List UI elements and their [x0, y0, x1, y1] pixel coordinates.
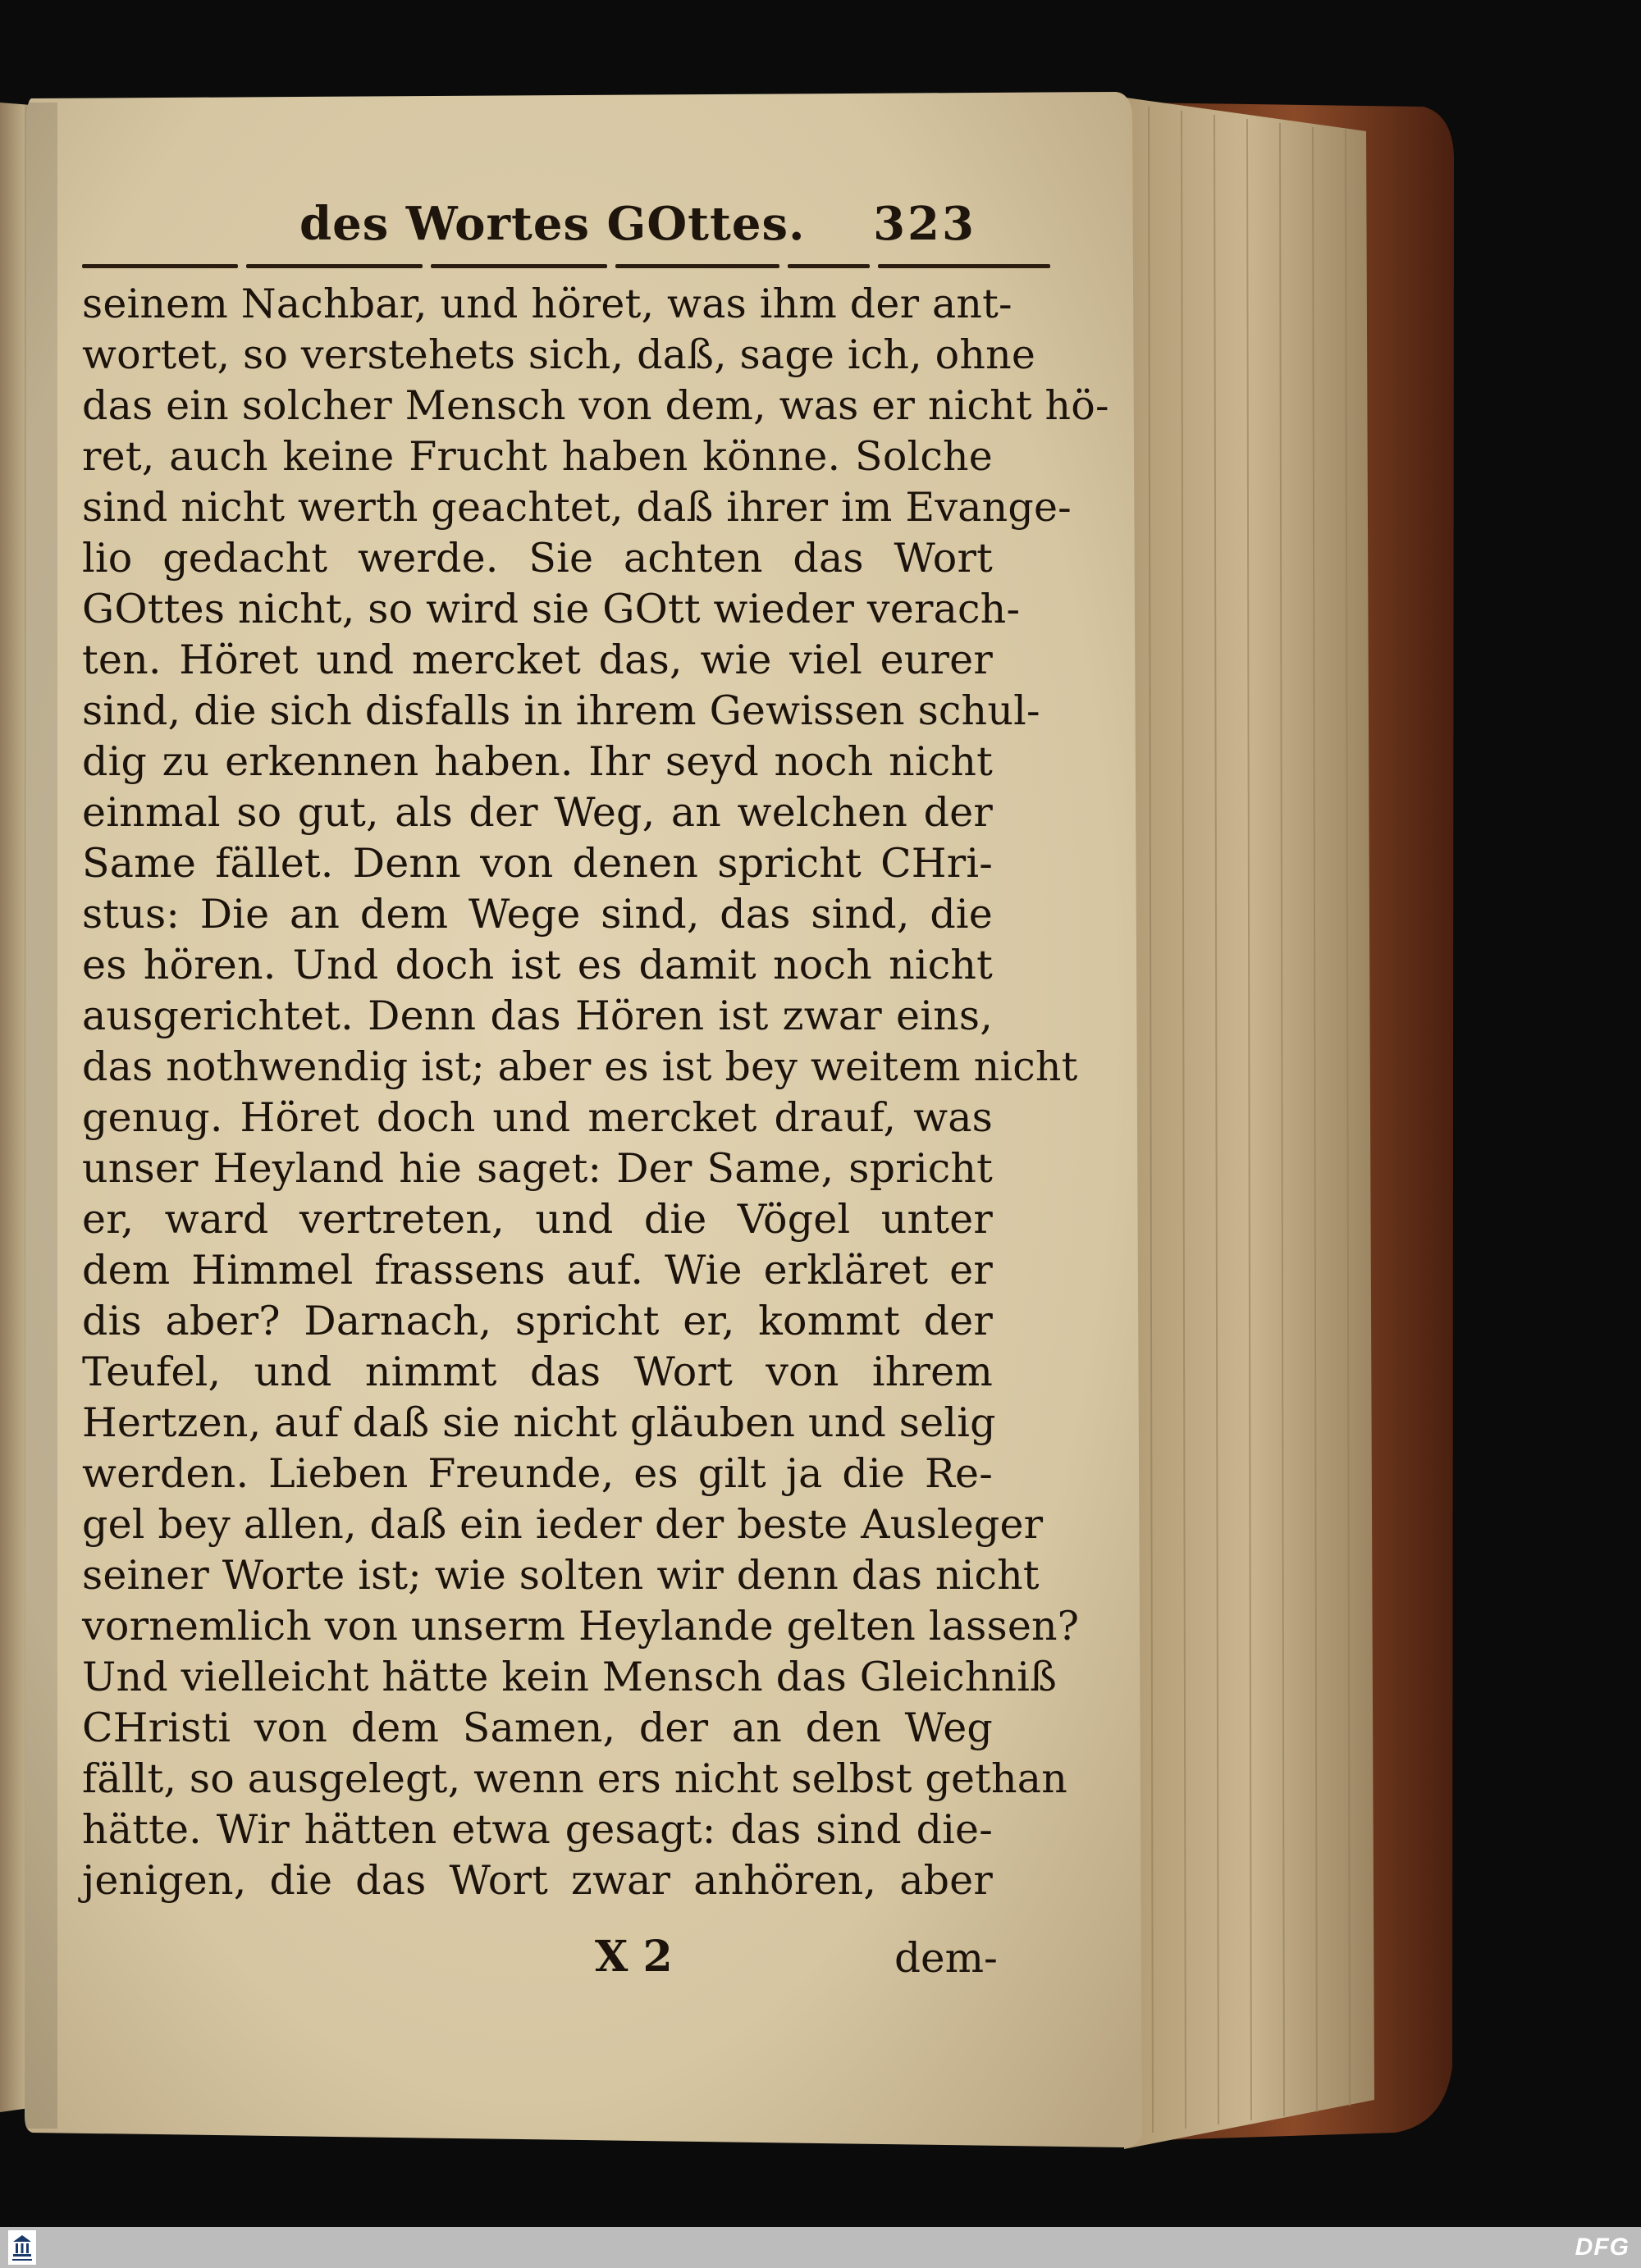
- text-line: werden. Lieben Freunde, es gilt ja die Re-: [82, 1450, 993, 1497]
- text-line: sind nicht werth geachtet, daß ihrer im Evange-: [82, 484, 1072, 531]
- text-line: dem Himmel frassens auf. Wie erkläret er: [82, 1247, 993, 1294]
- text-line: gel bey allen, daß ein ieder der beste Ausleger: [82, 1501, 1044, 1548]
- text-line: seiner Worte ist; wie solten wir denn das nicht: [82, 1552, 1040, 1599]
- text-line: ret, auch keine Frucht haben könne. Solche: [82, 433, 993, 480]
- text-line: vornemlich von unserm Heylande gelten lassen?: [82, 1603, 1080, 1650]
- text-line: genug. Höret doch und mercket drauf, was: [82, 1094, 993, 1141]
- page-number: 323: [873, 197, 976, 251]
- text-line: Same fället. Denn von denen spricht CHri-: [82, 840, 993, 887]
- text-line: fällt, so ausgelegt, wenn ers nicht selbst gethan: [82, 1755, 1067, 1802]
- text-line: stus: Die an dem Wege sind, das sind, die: [82, 891, 993, 938]
- running-head-title: des Wortes GOttes.: [299, 197, 806, 251]
- text-line: ten. Höret und mercket das, wie viel eurer: [82, 637, 993, 683]
- text-line: ausgerichtet. Denn das Hören ist zwar eins,: [82, 993, 993, 1039]
- text-line: Teufel, und nimmt das Wort von ihrem: [82, 1348, 993, 1395]
- text-line: das ein solcher Mensch von dem, was er nicht hö-: [82, 382, 1109, 429]
- running-head: [217, 189, 976, 262]
- catchword: dem-: [894, 1934, 998, 1982]
- text-line: unser Heyland hie saget: Der Same, spricht: [82, 1145, 993, 1192]
- dfg-label: DFG: [1575, 2234, 1630, 2261]
- text-line: jenigen, die das Wort zwar anhören, aber: [82, 1857, 993, 1904]
- head-rule: [82, 264, 968, 271]
- text-line: er, ward vertreten, und die Vögel unter: [82, 1196, 993, 1243]
- text-line: dig zu erkennen haben. Ihr seyd noch nicht: [82, 738, 993, 785]
- footer-bar: [0, 2227, 1641, 2268]
- text-line: dis aber? Darnach, spricht er, kommt der: [82, 1298, 993, 1344]
- text-line: das nothwendig ist; aber es ist bey weitem nicht: [82, 1043, 1078, 1090]
- signature-mark: X 2: [595, 1932, 673, 1982]
- text-line: Und vielleicht hätte kein Mensch das Gleichniß: [82, 1654, 1058, 1700]
- body-text: [82, 279, 1109, 1906]
- text-line: wortet, so verstehets sich, daß, sage ich, ohne: [82, 331, 1036, 378]
- text-line: einmal so gut, als der Weg, an welchen der: [82, 789, 993, 836]
- text-line: lio gedacht werde. Sie achten das Wort: [82, 535, 993, 582]
- text-line: seinem Nachbar, und höret, was ihm der ant-: [82, 281, 1012, 327]
- text-line: es hören. Und doch ist es damit noch nicht: [82, 942, 993, 988]
- library-logo-icon: [8, 2230, 36, 2265]
- gutter-shadow: [25, 103, 57, 2129]
- text-line: Hertzen, auf daß sie nicht gläuben und selig: [82, 1399, 996, 1446]
- text-line: sind, die sich disfalls in ihrem Gewissen schul-: [82, 687, 1040, 734]
- text-line: CHristi von dem Samen, der an den Weg: [82, 1704, 993, 1751]
- text-line: hätte. Wir hätten etwa gesagt: das sind die-: [82, 1806, 993, 1853]
- text-line: GOttes nicht, so wird sie GOtt wieder verach-: [82, 586, 1021, 632]
